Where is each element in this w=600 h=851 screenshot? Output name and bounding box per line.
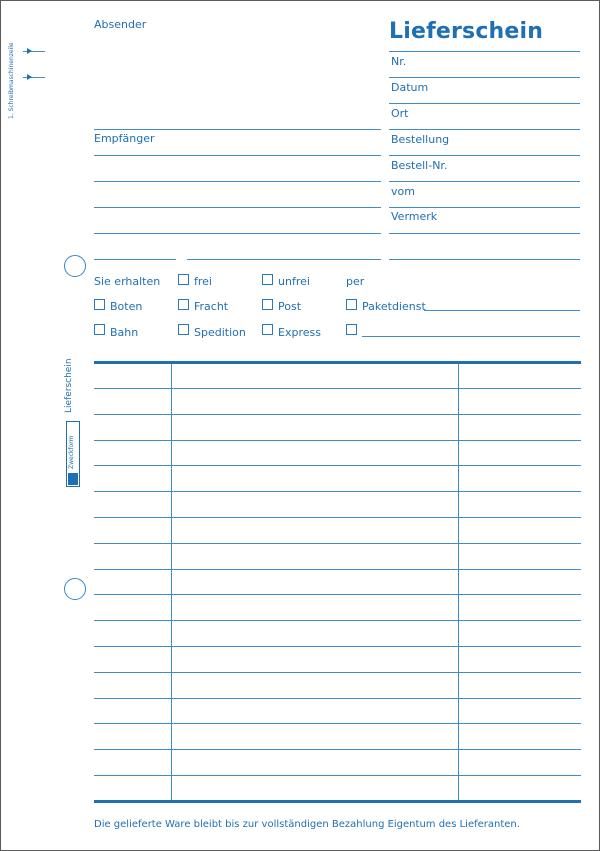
table-row[interactable]	[94, 646, 581, 647]
city-line[interactable]	[187, 259, 381, 260]
field-vermerk-label: Vermerk	[391, 210, 438, 223]
checkbox-other[interactable]	[346, 324, 357, 335]
recipient-line-3[interactable]	[94, 207, 381, 208]
field-nr-label: Nr.	[391, 55, 407, 68]
per-label: per	[346, 275, 365, 288]
side-title: Lieferschein	[64, 358, 74, 413]
other-shipping-line[interactable]	[362, 336, 580, 337]
table-top-border	[94, 361, 581, 364]
option-unfrei-label: unfrei	[278, 275, 310, 288]
punch-hole-top	[64, 255, 86, 277]
field-vermerk-line-2[interactable]	[389, 259, 580, 260]
field-nr-line[interactable]	[389, 77, 580, 78]
field-datum-label: Datum	[391, 81, 429, 94]
option-frei-label: frei	[194, 275, 212, 288]
option-bahn-label: Bahn	[110, 326, 139, 339]
table-row[interactable]	[94, 749, 581, 750]
recipient-line-4[interactable]	[94, 233, 381, 234]
footer-note: Die gelieferte Ware bleibt bis zur vollständigen Bezahlung Eigentum des Lieferanten.	[94, 819, 520, 830]
recipient-label: Empfänger	[94, 132, 155, 145]
option-boten-label: Boten	[110, 300, 143, 313]
checkbox-spedition[interactable]	[178, 324, 189, 335]
field-vom-label: vom	[391, 185, 415, 198]
typewriter-line-note: 1. Schreibmaschinenzeile	[8, 42, 15, 119]
field-bestellung-label: Bestellung	[391, 133, 450, 146]
field-ort-label: Ort	[391, 107, 409, 120]
checkbox-fracht[interactable]	[178, 299, 189, 310]
document-title: Lieferschein	[389, 19, 544, 44]
table-row[interactable]	[94, 698, 581, 699]
field-bestellung-line[interactable]	[389, 155, 580, 156]
table-row[interactable]	[94, 620, 581, 621]
postal-code-line[interactable]	[94, 259, 176, 260]
table-row[interactable]	[94, 517, 581, 518]
table-column-divider-2	[458, 364, 459, 801]
recipient-line-1[interactable]	[94, 155, 381, 156]
paketdienst-line[interactable]	[424, 310, 580, 311]
sender-line	[94, 129, 381, 130]
recipient-line-2[interactable]	[94, 181, 381, 182]
field-bestellnr-label: Bestell-Nr.	[391, 159, 448, 172]
field-datum-line[interactable]	[389, 103, 580, 104]
checkbox-boten[interactable]	[94, 299, 105, 310]
field-vermerk-line-1[interactable]	[389, 233, 580, 234]
checkbox-unfrei[interactable]	[262, 274, 273, 285]
option-fracht-label: Fracht	[194, 300, 229, 313]
table-row[interactable]	[94, 465, 581, 466]
table-column-divider-1	[171, 364, 172, 801]
checkbox-frei[interactable]	[178, 274, 189, 285]
table-row[interactable]	[94, 723, 581, 724]
table-row[interactable]	[94, 414, 581, 415]
option-express-label: Express	[278, 326, 321, 339]
option-spedition-label: Spedition	[194, 326, 246, 339]
shipping-intro-label: Sie erhalten	[94, 275, 161, 288]
field-ort-line[interactable]	[389, 129, 580, 130]
checkbox-paketdienst[interactable]	[346, 299, 357, 310]
arrow-right-icon	[27, 74, 32, 80]
option-post-label: Post	[278, 300, 302, 313]
field-vom-line[interactable]	[389, 207, 580, 208]
table-row[interactable]	[94, 491, 581, 492]
table-row[interactable]	[94, 594, 581, 595]
table-bottom-border	[94, 800, 581, 803]
punch-hole-bottom	[64, 578, 86, 600]
arrow-right-icon	[27, 48, 32, 54]
brand-logo	[66, 421, 80, 487]
table-row[interactable]	[94, 440, 581, 441]
brand-name: Zweckform	[68, 435, 75, 469]
sender-label: Absender	[94, 18, 147, 31]
field-bestellnr-line[interactable]	[389, 181, 580, 182]
option-paketdienst-label: Paketdienst	[362, 300, 426, 313]
brand-mark-icon	[68, 473, 78, 485]
checkbox-express[interactable]	[262, 324, 273, 335]
checkbox-bahn[interactable]	[94, 324, 105, 335]
table-row[interactable]	[94, 543, 581, 544]
table-row[interactable]	[94, 569, 581, 570]
table-row[interactable]	[94, 672, 581, 673]
checkbox-post[interactable]	[262, 299, 273, 310]
title-underline	[389, 51, 580, 52]
table-row[interactable]	[94, 388, 581, 389]
table-row[interactable]	[94, 775, 581, 776]
